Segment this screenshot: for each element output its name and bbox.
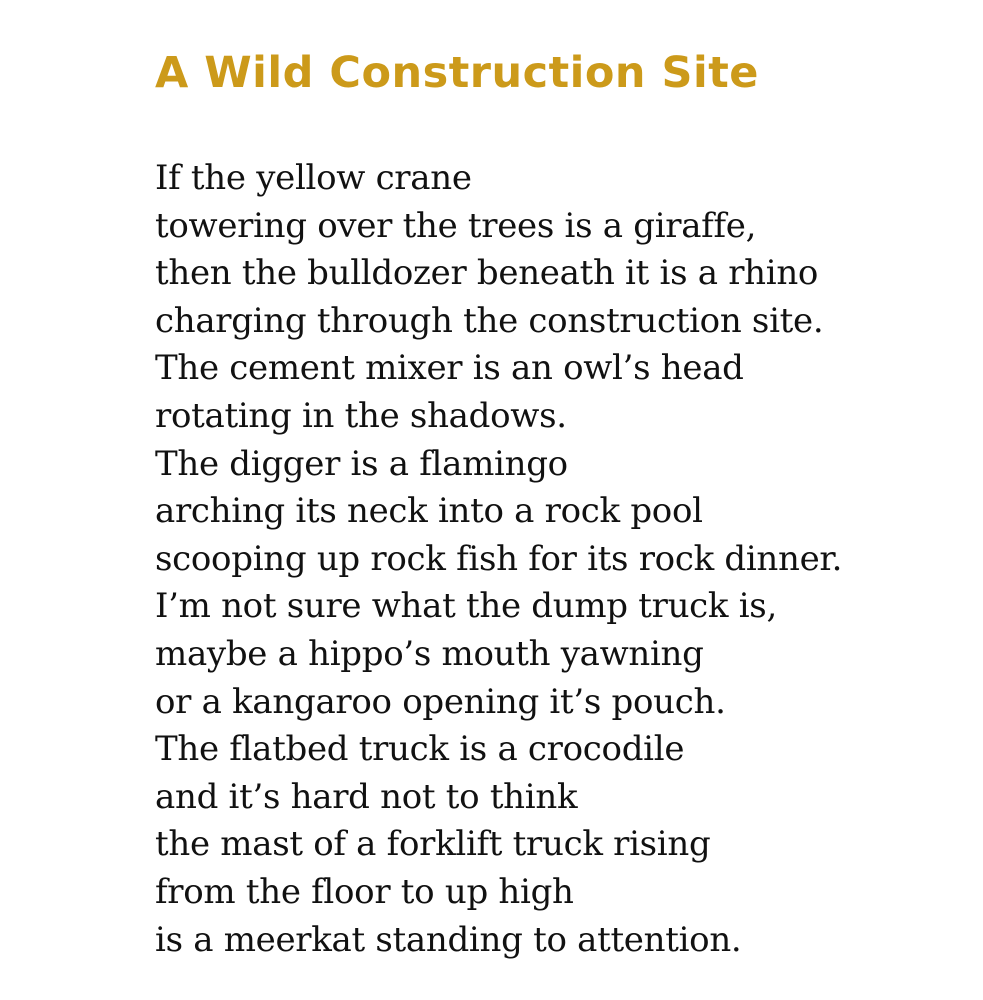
poem-line: charging through the construction site. xyxy=(155,300,824,341)
poem-line: scooping up rock fish for its rock dinner. xyxy=(155,538,843,579)
poem-line: maybe a hippo’s mouth yawning xyxy=(155,633,704,674)
poem-line: The cement mixer is an owl’s head xyxy=(155,348,744,389)
poem-line: The flatbed truck is a crocodile xyxy=(155,729,685,770)
poem-line: towering over the trees is a giraffe, xyxy=(155,205,757,246)
poem-body xyxy=(155,155,842,964)
poem-line: rotating in the shadows. xyxy=(155,395,567,436)
poem-line: The digger is a flamingo xyxy=(155,443,568,484)
poem-line: from the floor to up high xyxy=(155,871,574,912)
poem-line: arching its neck into a rock pool xyxy=(155,491,703,532)
poem-line: then the bulldozer beneath it is a rhino xyxy=(155,253,819,294)
poem-line: I’m not sure what the dump truck is, xyxy=(155,586,777,627)
poem-title: A Wild Construction Site xyxy=(155,48,759,98)
poem-line: or a kangaroo opening it’s pouch. xyxy=(155,681,726,722)
poem-line: If the yellow crane xyxy=(155,158,472,198)
poem-line: is a meerkat standing to attention. xyxy=(155,919,742,960)
poem-line: and it’s hard not to think xyxy=(155,776,578,817)
poem-line: the mast of a forklift truck rising xyxy=(155,824,711,865)
